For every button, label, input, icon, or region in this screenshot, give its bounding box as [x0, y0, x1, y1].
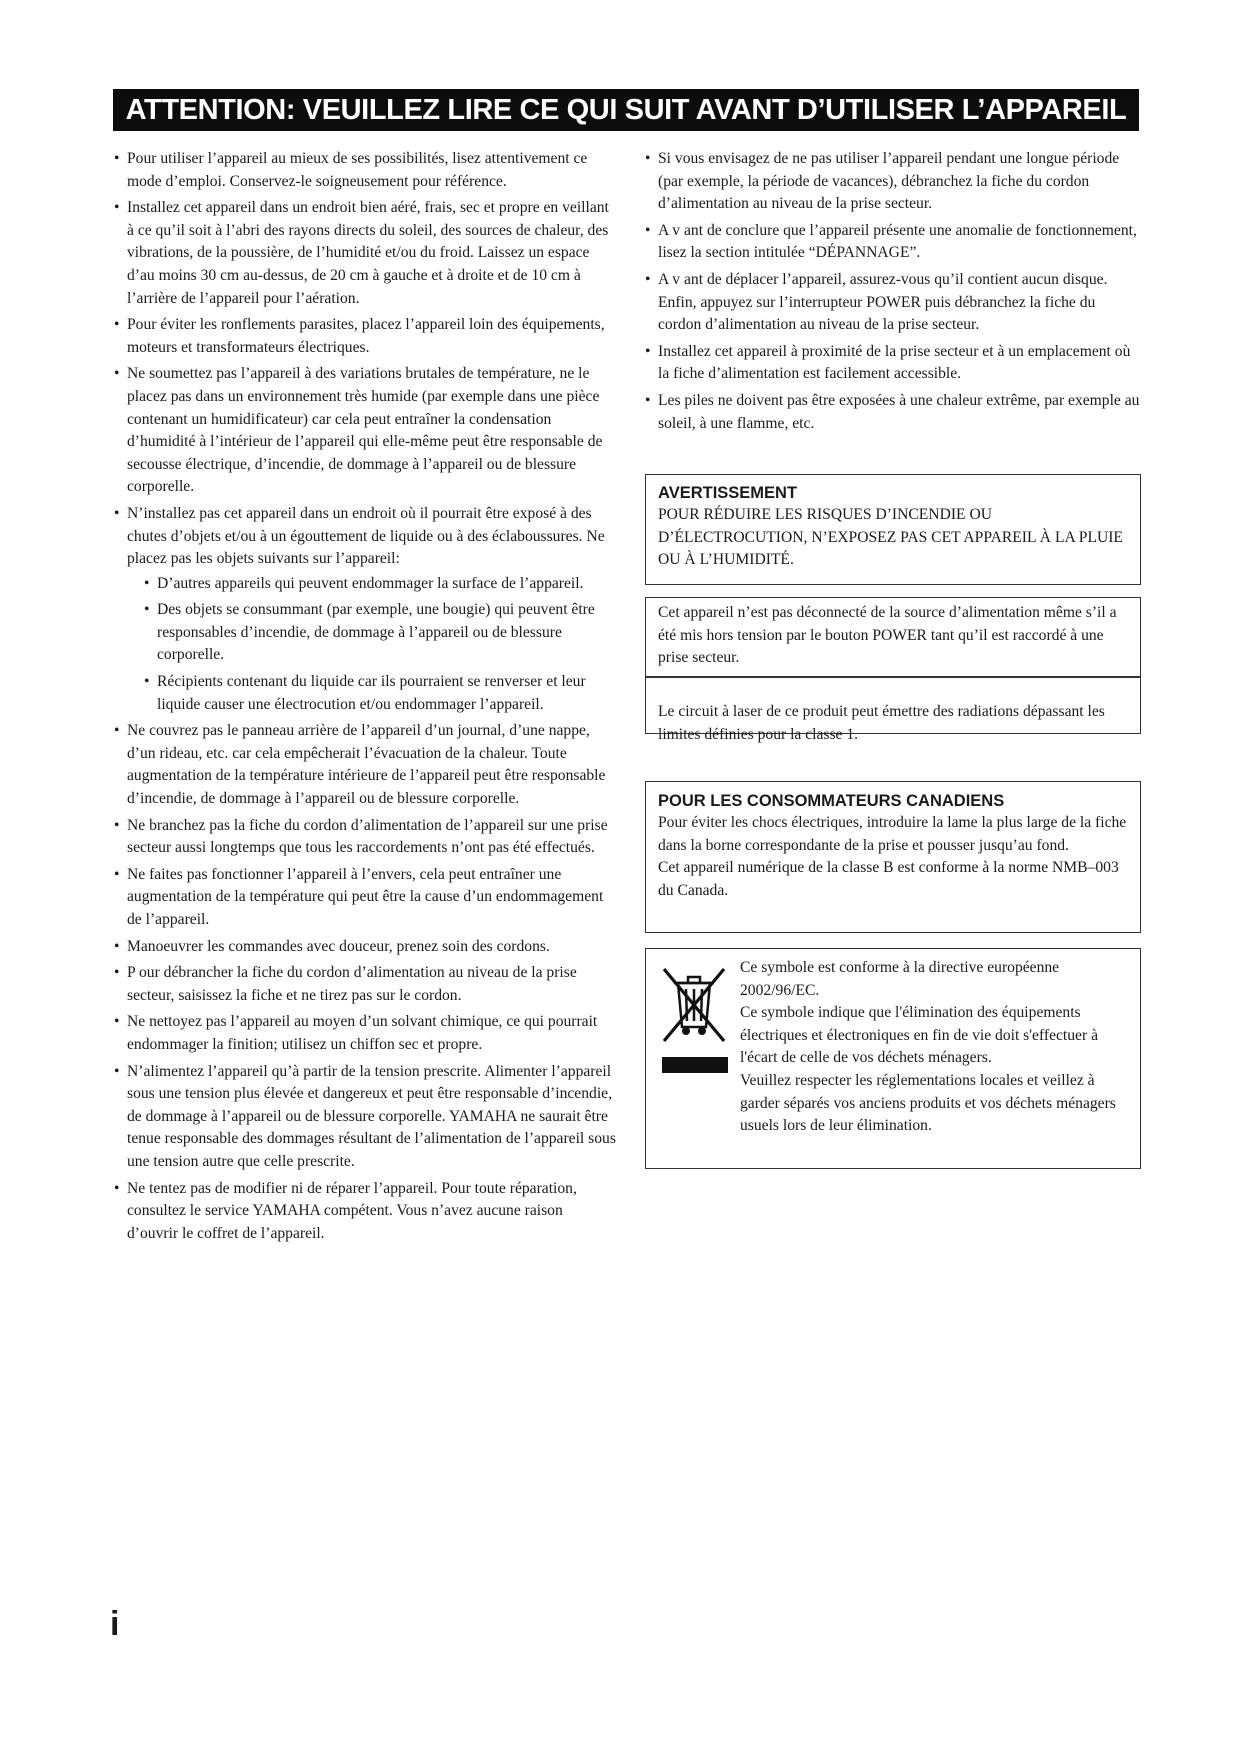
warning-title: AVERTISSEMENT	[658, 484, 798, 502]
list-item: • A v ant de déplacer l’appareil, assurez-vous qu’il contient aucun disque. Enfin, appuyez sur l’interrupteur POWER puis débranchez la fiche du cordon d’alimentation au niveau de la prise secteur.	[642, 269, 1142, 337]
power-notice-box	[645, 597, 1141, 677]
list-item: • Ne faites pas fonctionner l’appareil à l’envers, cela peut entraîner une augmentation de la température qui peut être la cause d’un endommagement de l’appareil.	[111, 864, 616, 932]
page-title: ATTENTION: VEUILLEZ LIRE CE QUI SUIT AVANT D’UTILISER L’APPAREIL	[113, 89, 1139, 131]
warning-box	[645, 474, 1141, 585]
list-item: • Manoeuvrer les commandes avec douceur, prenez soin des cordons.	[111, 936, 616, 959]
weee-text-1: Ce symbole est conforme à la directive européenne 2002/96/EC.	[740, 959, 1060, 999]
sub-list-item: • D’autres appareils qui peuvent endommager la surface de l’appareil.	[127, 573, 616, 596]
canada-title: POUR LES CONSOMMATEURS CANADIENS	[658, 792, 1005, 810]
weee-bar	[662, 1057, 728, 1073]
weee-text-2: Ce symbole indique que l'élimination des équipements électriques et électroniques en fin de vie doit s'effectuer à l'écart de celle de vos déchets ménagers.	[740, 1004, 1098, 1067]
list-item: • Ne soumettez pas l’appareil à des variations brutales de température, ne le placez pas dans un environnement très humide (par exemple dans une pièce contenant un humidificateur) car cela peut entraîner la condensation d’humidité à l’intérieur de l’appareil qui elle-même peut être responsable de secousse électrique, d’incendie, de dommage à l’appareil ou de blessure corporelle.	[111, 363, 616, 499]
precautions-list	[111, 148, 616, 1245]
list-item-text: N’installez pas cet appareil dans un endroit où il pourrait être exposé à des chutes d’objets et/ou à un égouttement de liquide ou à des éclaboussures. Ne placez pas les objets suivants sur l’appareil:	[127, 504, 605, 568]
canada-text-1: Pour éviter les chocs électriques, introduire la lame la plus large de la fiche dans la borne correspondante de la prise et pousser jusqu’au fond.	[658, 814, 1127, 854]
list-item: • Pour éviter les ronflements parasites, placez l’appareil loin des équipements, moteurs et transformateurs électriques.	[111, 314, 616, 359]
sub-list-item: • Des objets se consummant (par exemple, une bougie) qui peuvent être responsables d’incendie, de dommage à l’appareil ou de blessure corporelle.	[127, 599, 616, 667]
list-item: • Installez cet appareil à proximité de la prise secteur et à un emplacement où la fiche d’alimentation est facilement accessible.	[642, 341, 1142, 386]
right-column	[642, 148, 1142, 439]
list-item: • P our débrancher la fiche du cordon d’alimentation au niveau de la prise secteur, saisissez la fiche et ne tirez pas sur le cordon.	[111, 962, 616, 1007]
list-item: • Ne couvrez pas le panneau arrière de l’appareil d’un journal, d’une nappe, d’un rideau, etc. car cela empêcherait l’évacuation de la chaleur. Toute augmentation de la température intérieure de l’appareil peut être responsable d’incendie, de dommage à l’appareil ou de blessure corporelle.	[111, 720, 616, 810]
warning-text: POUR RÉDUIRE LES RISQUES D’INCENDIE OU D’ÉLECTROCUTION, N’EXPOSEZ PAS CET APPAREIL À LA PLUIE OU À L’HUMIDITÉ.	[658, 506, 1123, 569]
sub-list-item: • Récipients contenant du liquide car ils pourraient se renverser et leur liquide causer une électrocution et/ou endommager l’appareil.	[127, 671, 616, 716]
list-item-placement	[111, 503, 616, 716]
sub-list	[127, 573, 616, 717]
list-item: • Ne tentez pas de modifier ni de réparer l’appareil. Pour toute réparation, consultez le service YAMAHA compétent. Vous n’avez aucune raison d’ouvrir le coffret de l’appareil.	[111, 1178, 616, 1246]
laser-notice-box	[645, 677, 1141, 743]
laser-notice-text: Le circuit à laser de ce produit peut émettre des radiations dépassant les limites définies pour la classe 1.	[658, 703, 1105, 743]
list-item: • A v ant de conclure que l’appareil présente une anomalie de fonctionnement, lisez la section intitulée “DÉPANNAGE”.	[642, 220, 1142, 265]
list-item: • Si vous envisagez de ne pas utiliser l’appareil pendant une longue période (par exemple, la période de vacances), débranchez la fiche du cordon d’alimentation au niveau de la prise secteur.	[642, 148, 1142, 216]
power-notice-text: Cet appareil n’est pas déconnecté de la source d’alimentation même s’il a été mis hors tension par le bouton POWER tant qu’il est raccordé à une prise secteur.	[658, 604, 1117, 667]
list-item: • N’alimentez l’appareil qu’à partir de la tension prescrite. Alimenter l’appareil sous une tension plus élevée et dangereux et peut être responsable d’incendie, de dommage à l’appareil ou de blessure corporelle. YAMAHA ne saurait être tenue responsable des dommages résultant de l’alimentation de l’appareil sous une tension autre que celle prescrite.	[111, 1061, 616, 1174]
list-item: • Les piles ne doivent pas être exposées à une chaleur extrême, par exemple au soleil, à une flamme, etc.	[642, 390, 1142, 435]
list-item: • Ne branchez pas la fiche du cordon d’alimentation de l’appareil sur une prise secteur aussi longtemps que tous les raccordements n’ont pas été effectués.	[111, 815, 616, 860]
left-column	[111, 148, 616, 1249]
weee-box	[645, 948, 1141, 1169]
weee-text-3: Veuillez respecter les réglementations locales et veillez à garder séparés vos anciens produits et vos déchets ménagers usuels lors de leur élimination.	[740, 1071, 1116, 1135]
list-item: • Pour utiliser l’appareil au mieux de ses possibilités, lisez attentivement ce mode d’emploi. Conservez-le soigneusement pour référence.	[111, 148, 616, 193]
precautions-list-right	[642, 148, 1142, 435]
weee-text	[740, 957, 1130, 1138]
list-item: • Ne nettoyez pas l’appareil au moyen d’un solvant chimique, ce qui pourrait endommager la finition; utilisez un chiffon sec et propre.	[111, 1011, 616, 1056]
canada-box	[645, 781, 1141, 933]
canada-text-2: Cet appareil numérique de la classe B est conforme à la norme NMB–003 du Canada.	[658, 859, 1119, 899]
page-number: i	[110, 1605, 120, 1643]
crossed-out-wheelie-bin-icon	[656, 961, 732, 1047]
list-item: • Installez cet appareil dans un endroit bien aéré, frais, sec et propre en veillant à ce qu’il soit à l’abri des rayons directs du soleil, des sources de chaleur, des vibrations, de la poussière, de l’humidité et/ou du froid. Laissez un espace d’au moins 30 cm au-dessus, de 20 cm à gauche et à droite et de 10 cm à l’arrière de l’appareil pour l’aération.	[111, 197, 616, 310]
